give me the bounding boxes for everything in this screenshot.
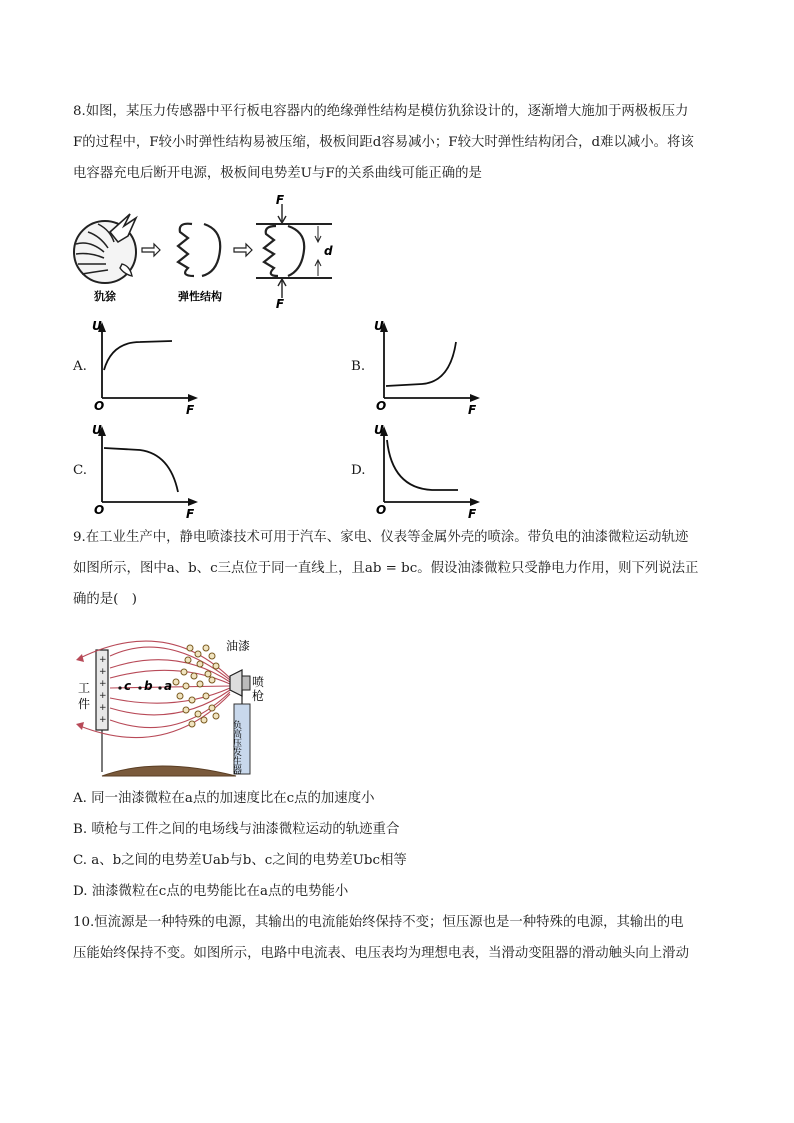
generator-label: 负高压发生器 xyxy=(231,720,241,774)
origin: O xyxy=(94,503,105,517)
curve-b xyxy=(386,342,456,386)
axis-f: F xyxy=(468,403,477,417)
axis-u: U xyxy=(92,319,102,333)
q8-figure xyxy=(70,192,360,312)
svg-text:+: + xyxy=(99,667,107,677)
elastic-structure-icon xyxy=(178,224,220,276)
axis-f: F xyxy=(468,507,477,521)
svg-text:+: + xyxy=(99,703,107,713)
label-work-1: 工 xyxy=(78,681,91,695)
q8-option-c-graph xyxy=(90,422,200,521)
q8-line-2: F的过程中，F较小时弹性结构易被压缩，极板间距d容易减小；F较大时弹性结构闭合，d难以减小。将该 xyxy=(73,135,694,150)
q9-line-3: 确的是( ) xyxy=(73,592,138,607)
label-paint: 油漆 xyxy=(226,639,251,653)
q8-option-b-label: B. xyxy=(351,359,366,374)
point-a: a xyxy=(164,679,173,693)
q8-line-3: 电容器充电后断开电源，极板间电势差U与F的关系曲线可能正确的是 xyxy=(73,166,482,181)
svg-text:+: + xyxy=(99,679,107,689)
spray-gun xyxy=(230,670,250,696)
axis-u: U xyxy=(92,423,102,437)
axis-u: U xyxy=(374,423,384,437)
axis-f: F xyxy=(186,403,195,417)
curve-d xyxy=(387,440,458,490)
q9-option-b: B. 喷枪与工件之间的电场线与油漆微粒运动的轨迹重合 xyxy=(73,822,400,837)
q8-option-d-graph xyxy=(372,422,482,521)
caption-armadillo: 犰狳 xyxy=(94,290,116,303)
arrow-right-icon xyxy=(142,244,160,256)
q10-line-1: 10.恒流源是一种特殊的电源，其输出的电流能始终保持不变；恒压源也是一种特殊的电源，其输出的电 xyxy=(73,915,684,930)
caption-elastic-structure: 弹性结构 xyxy=(178,290,222,303)
force-label-top: F xyxy=(275,193,285,207)
q8-option-d-label: D. xyxy=(351,463,366,478)
arrow-right-icon xyxy=(234,244,252,256)
q8-option-b-graph xyxy=(372,318,482,417)
q9-figure xyxy=(66,620,276,780)
gap-label: d xyxy=(324,244,333,258)
svg-text:+: + xyxy=(99,691,107,701)
capacitor-plates xyxy=(256,204,332,298)
point-b: b xyxy=(144,679,153,693)
q8-option-c-label: C. xyxy=(73,463,88,478)
curve-c xyxy=(104,448,178,492)
axis-f: F xyxy=(186,507,195,521)
origin: O xyxy=(376,399,387,413)
q8-line-1: 8.如图，某压力传感器中平行板电容器内的绝缘弹性结构是模仿犰狳设计的，逐渐增大施加于两极板压力 xyxy=(73,104,689,119)
q9-option-d: D. 油漆微粒在c点的电势能比在a点的电势能小 xyxy=(73,884,349,899)
point-c: c xyxy=(124,679,132,693)
force-label-bottom: F xyxy=(275,297,285,311)
label-gun-1: 喷 xyxy=(252,675,265,689)
axis-u: U xyxy=(374,319,384,333)
q9-option-a: A. 同一油漆微粒在a点的加速度比在c点的加速度小 xyxy=(73,791,375,806)
label-work-2: 件 xyxy=(78,697,91,711)
origin: O xyxy=(376,503,387,517)
curve-a xyxy=(104,341,172,370)
origin: O xyxy=(94,399,105,413)
q9-option-c: C. a、b之间的电势差Uab与b、c之间的电势差Ubc相等 xyxy=(73,853,407,868)
svg-text:+: + xyxy=(99,715,107,725)
q9-line-1: 9.在工业生产中，静电喷漆技术可用于汽车、家电、仪表等金属外壳的喷涂。带负电的油漆微粒运动轨迹 xyxy=(73,530,689,545)
q9-line-2: 如图所示，图中a、b、c三点位于同一直线上，且ab = bc。假设油漆微粒只受静电力作用，则下列说法正 xyxy=(73,561,699,576)
q10-line-2: 压能始终保持不变。如图所示，电路中电流表、电压表均为理想电表，当滑动变阻器的滑动触头向上滑动 xyxy=(73,946,689,961)
label-gun-2: 枪 xyxy=(252,689,265,703)
ground xyxy=(102,766,236,776)
q8-option-a-label: A. xyxy=(73,359,87,374)
svg-text:+: + xyxy=(99,655,107,665)
armadillo-icon xyxy=(74,214,136,283)
q8-option-a-graph xyxy=(90,318,200,417)
